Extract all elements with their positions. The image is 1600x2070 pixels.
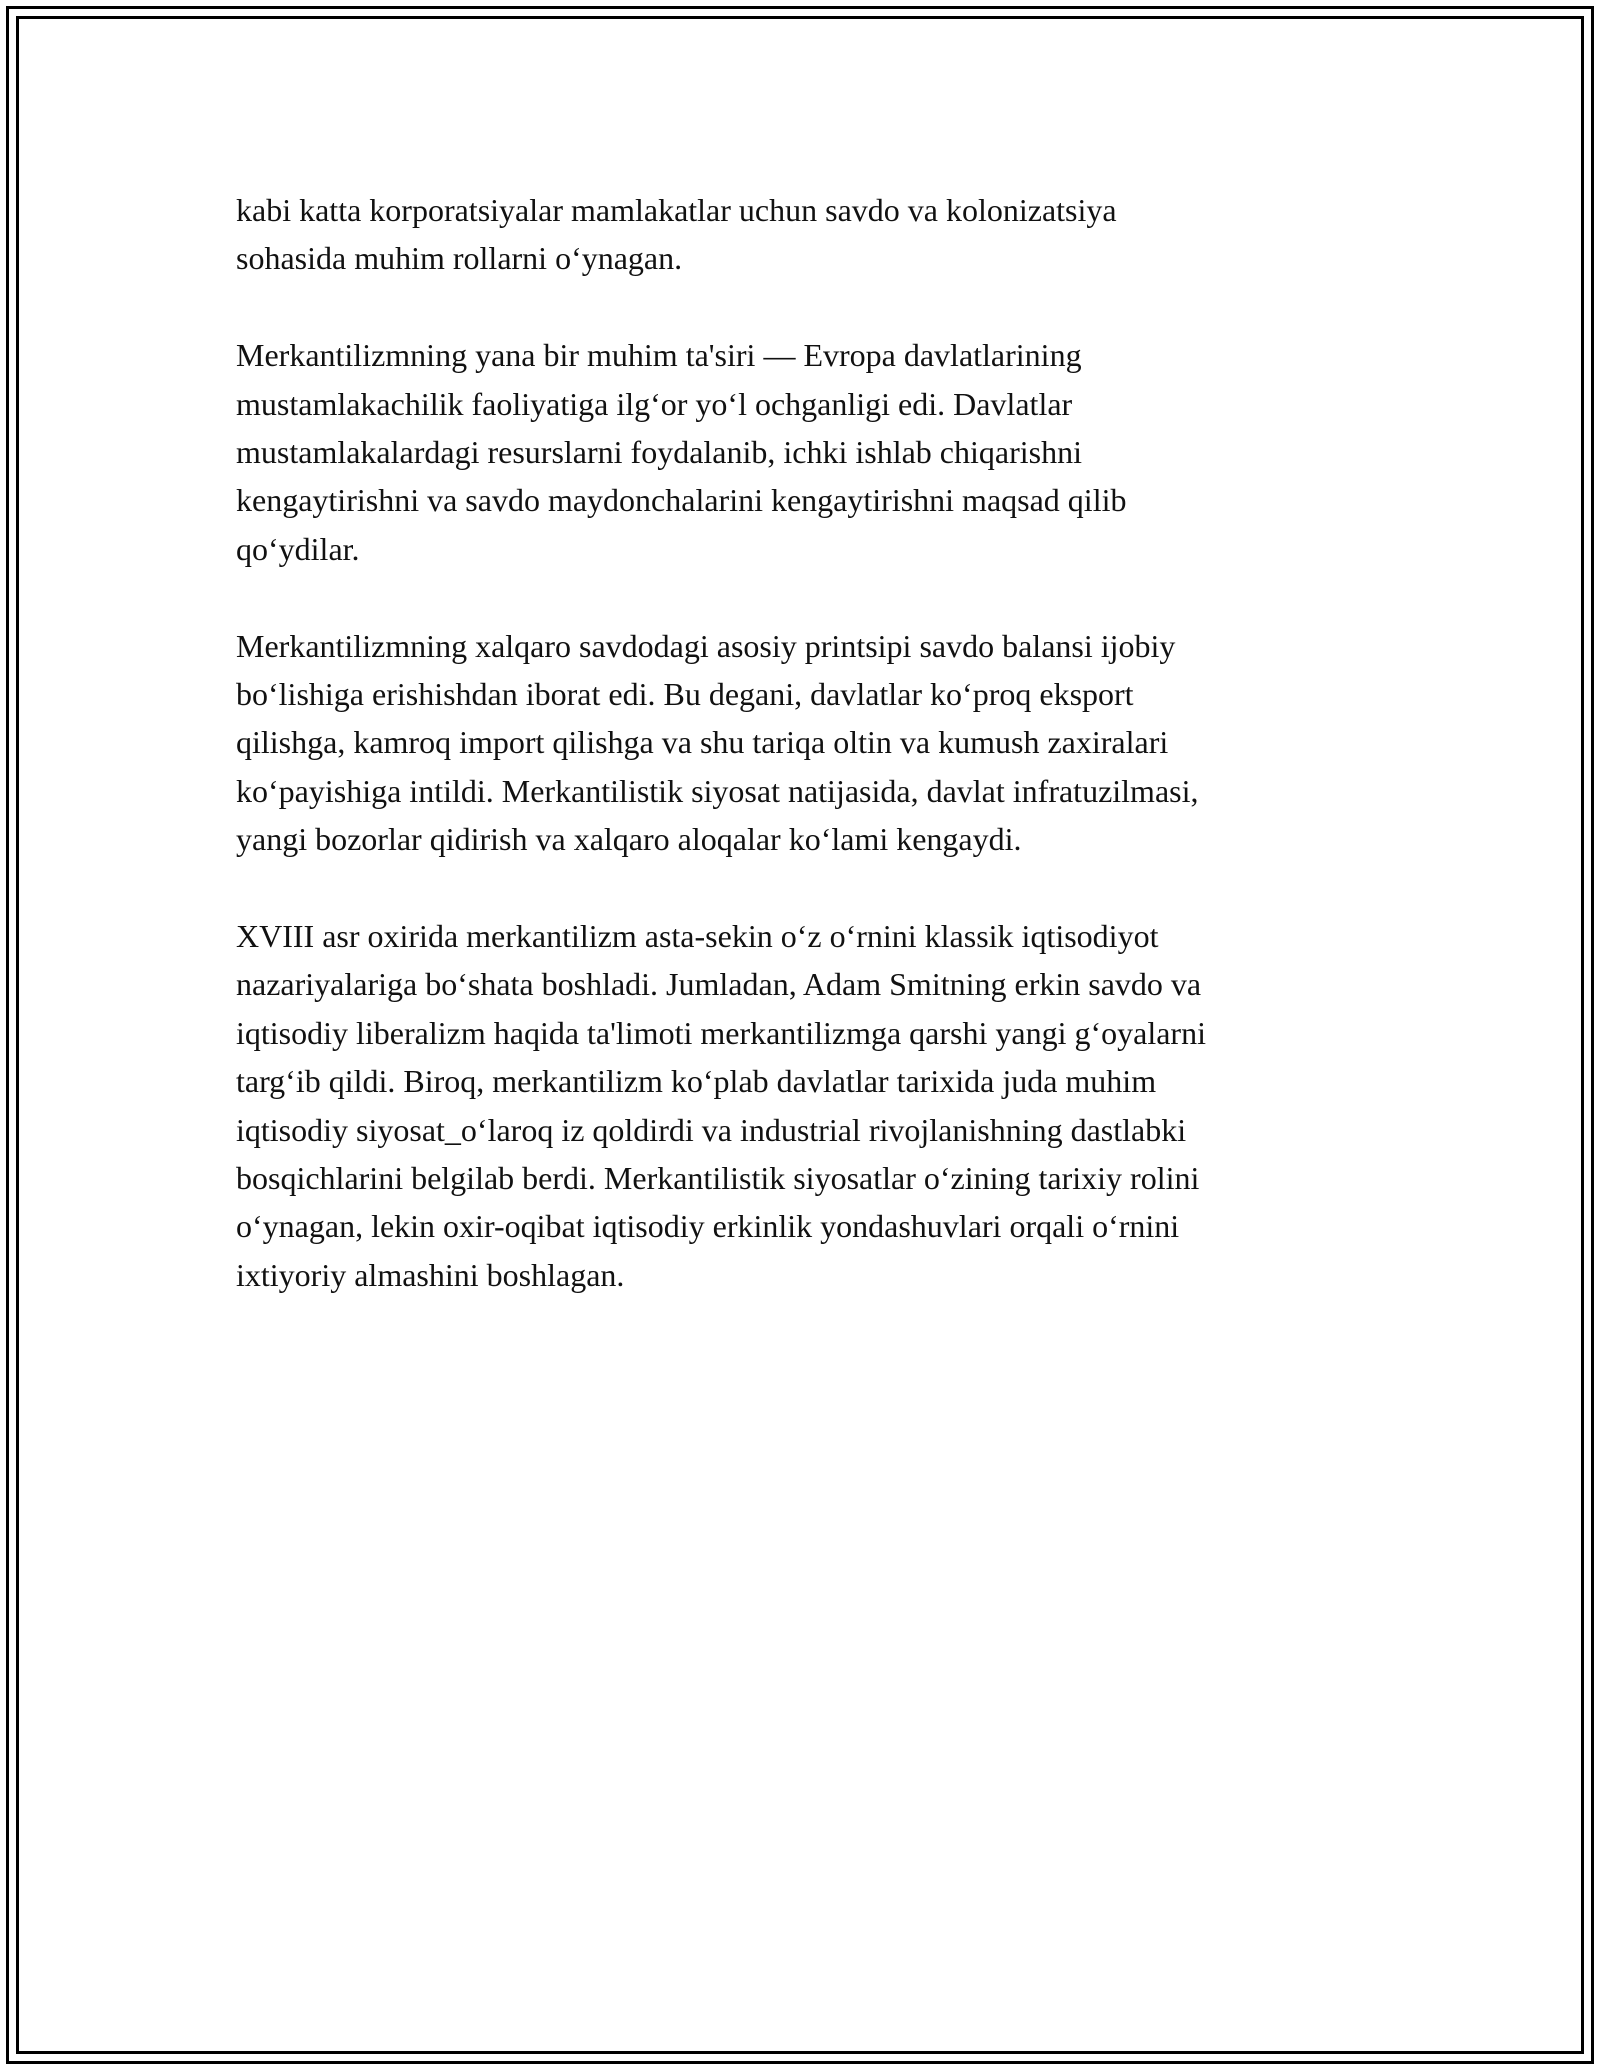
paragraph-2: Merkantilizmning yana bir muhim ta'siri — Evropa davlatlarining mustamlakachilik faoliyatiga ilg‘or yo‘l ochganligi edi. Davlatlar mustamlakalardagi resurslarni foydalanib, ichki ishlab chiqarishni kengaytirishni va savdo maydonchalarini kengaytirishni maqsad qilib qo‘ydilar.	[236, 337, 1127, 567]
document-body	[236, 186, 1356, 1348]
paragraph-1: kabi katta korporatsiyalar mamlakatlar uchun savdo va kolonizatsiya sohasida muhim rollarni o‘ynagan.	[236, 192, 1117, 277]
paragraph-3: Merkantilizmning xalqaro savdodagi asosiy printsipi savdo balansi ijobiy bo‘lishiga erishishdan iborat edi. Bu degani, davlatlar ko‘proq eksport qilishga, kamroq import qilishga va shu tariqa oltin va kumush zaxiralari ko‘payishiga intildi. Merkantilistik siyosat natijasida, davlat infratuzilmasi, yangi bozorlar qidirish va xalqaro aloqalar ko‘lami kengaydi.	[236, 627, 1199, 858]
paragraph-4: XVIII asr oxirida merkantilizm asta-sekin o‘z o‘rnini klassik iqtisodiyot nazariyalariga bo‘shata boshladi. Jumladan, Adam Smitning erkin savdo va iqtisodiy liberalizm haqida ta'limoti merkantilizmga qarshi yangi g‘oyalarni targ‘ib qildi. Biroq, merkantilizm ko‘plab davlatlar tarixida juda muhim iqtisodiy siyosat_o‘laroq iz qoldirdi va industrial rivojlanishning dastlabki bosqichlarini belgilab berdi. Merkantilistik siyosatlar o‘zining tarixiy rolini o‘ynagan, lekin oxir-oqibat iqtisodiy erkinlik yondashuvlari orqali o‘rnini ixtiyoriy almashini boshlagan.	[236, 918, 1206, 1293]
